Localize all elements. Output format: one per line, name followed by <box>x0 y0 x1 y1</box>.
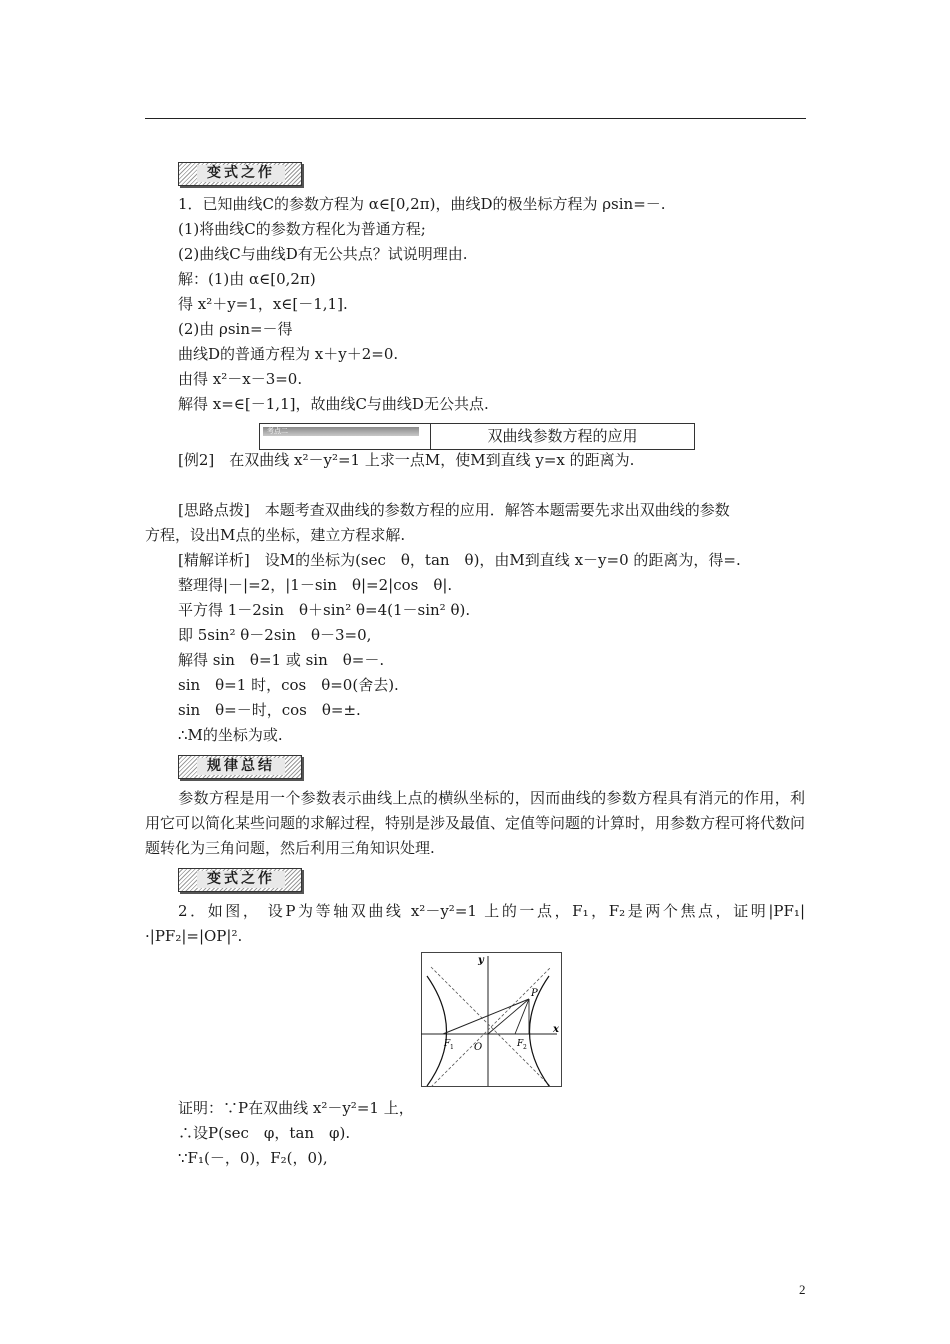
detailed-solution-line: sin θ=－时，cos θ=±. <box>178 701 361 719</box>
summary-text: 参数方程是用一个参数表示曲线上点的横纵坐标的，因而曲线的参数方程具有消元的作用，利用它可以简化某些问题的求解过程，特别是涉及最值、定值等问题的计算时，用参数方程可将代数问题转化为三角问题，然后利用三角知识处理. <box>145 789 806 857</box>
focus-f1-label: F <box>444 1039 451 1049</box>
point-p-label: P <box>531 988 538 999</box>
detailed-solution-line: ∴M的坐标为或. <box>178 726 283 744</box>
x-axis-label: x <box>553 1024 559 1035</box>
focus-f2-subscript: 2 <box>523 1044 527 1051</box>
detailed-solution-line: [精解详析] 设M的坐标为(sec θ，tan θ)，由M到直线 x－y=0 的距离为，得=. <box>178 551 741 569</box>
problem-2-text: 2．如图， 设P为等轴双曲线 x²－y²=1 上的一点，F₁，F₂是两个焦点，证明|PF₁|·|PF₂|=|OP|². <box>145 902 805 945</box>
figure-frame <box>422 953 562 1087</box>
focus-f1-subscript: 1 <box>450 1044 454 1051</box>
detailed-solution-line: 平方得 1－2sin θ＋sin² θ=4(1－sin² θ). <box>178 601 471 619</box>
solution-line: 由得 x²－x－3=0. <box>178 370 303 388</box>
y-axis-label: y <box>478 955 484 966</box>
problem-1-part-2: (2)曲线C与曲线D有无公共点？试说明理由. <box>178 245 468 263</box>
solution-line: 解得 x=∈[－1,1]，故曲线C与曲线D无公共点. <box>178 395 489 413</box>
example-2-problem: [例2] 在双曲线 x²－y²=1 上求一点M，使M到直线 y=x 的距离为. <box>178 451 635 469</box>
solution-line: 解：(1)由 α∈[0,2π) <box>178 270 316 288</box>
problem-1-statement: 1．已知曲线C的参数方程为 α∈[0,2π)，曲线D的极坐标方程为 ρsin=－. <box>178 195 666 213</box>
example-heading-left <box>260 424 431 449</box>
variant-tag-1 <box>178 162 302 186</box>
solution-line: (2)由 ρsin=－得 <box>178 320 293 338</box>
variant-tag-2 <box>178 868 302 892</box>
detailed-solution-line: 整理得|－|=2，|1－sin θ|=2|cos θ|. <box>178 576 453 594</box>
summary-paragraph <box>145 786 805 861</box>
problem-1-part-1: (1)将曲线C的参数方程化为普通方程; <box>178 220 426 238</box>
proof-line: ∴设P(sec φ，tan φ). <box>178 1124 351 1142</box>
variant-tag-label: 变式之作 <box>197 165 285 182</box>
header-rule <box>145 118 806 119</box>
detailed-solution-line: 解得 sin θ=1 或 sin θ=－. <box>178 651 385 669</box>
focus-f2-label: F <box>517 1039 524 1049</box>
hyperbola-figure <box>421 952 562 1087</box>
example-heading-box <box>259 423 695 450</box>
example-heading-title: 双曲线参数方程的应用 <box>487 427 638 445</box>
example-mini-label: 考点二 <box>263 427 419 436</box>
page-number: 2 <box>799 1282 806 1297</box>
hint-line: [思路点拨] 本题考查双曲线的参数方程的应用．解答本题需要先求出双曲线的参数 <box>178 501 730 519</box>
solution-line: 得 x²＋y=1，x∈[－1,1]. <box>178 295 348 313</box>
detailed-solution-line: sin θ=1 时，cos θ=0(舍去). <box>178 676 399 694</box>
summary-tag-label: 规律总结 <box>197 758 285 775</box>
origin-label: O <box>474 1042 483 1053</box>
hint-line: 方程，设出M点的坐标，建立方程求解. <box>145 526 406 544</box>
variant-tag-label: 变式之作 <box>197 871 285 888</box>
proof-line: 证明：∵P在双曲线 x²－y²=1 上， <box>178 1099 414 1117</box>
summary-tag <box>178 755 302 779</box>
problem-2-paragraph <box>145 899 805 949</box>
solution-line: 曲线D的普通方程为 x＋y＋2=0. <box>178 345 399 363</box>
detailed-solution-line: 即 5sin² θ－2sin θ－3=0, <box>178 626 372 644</box>
proof-line: ∵F₁(－，0)，F₂(，0), <box>178 1149 328 1167</box>
